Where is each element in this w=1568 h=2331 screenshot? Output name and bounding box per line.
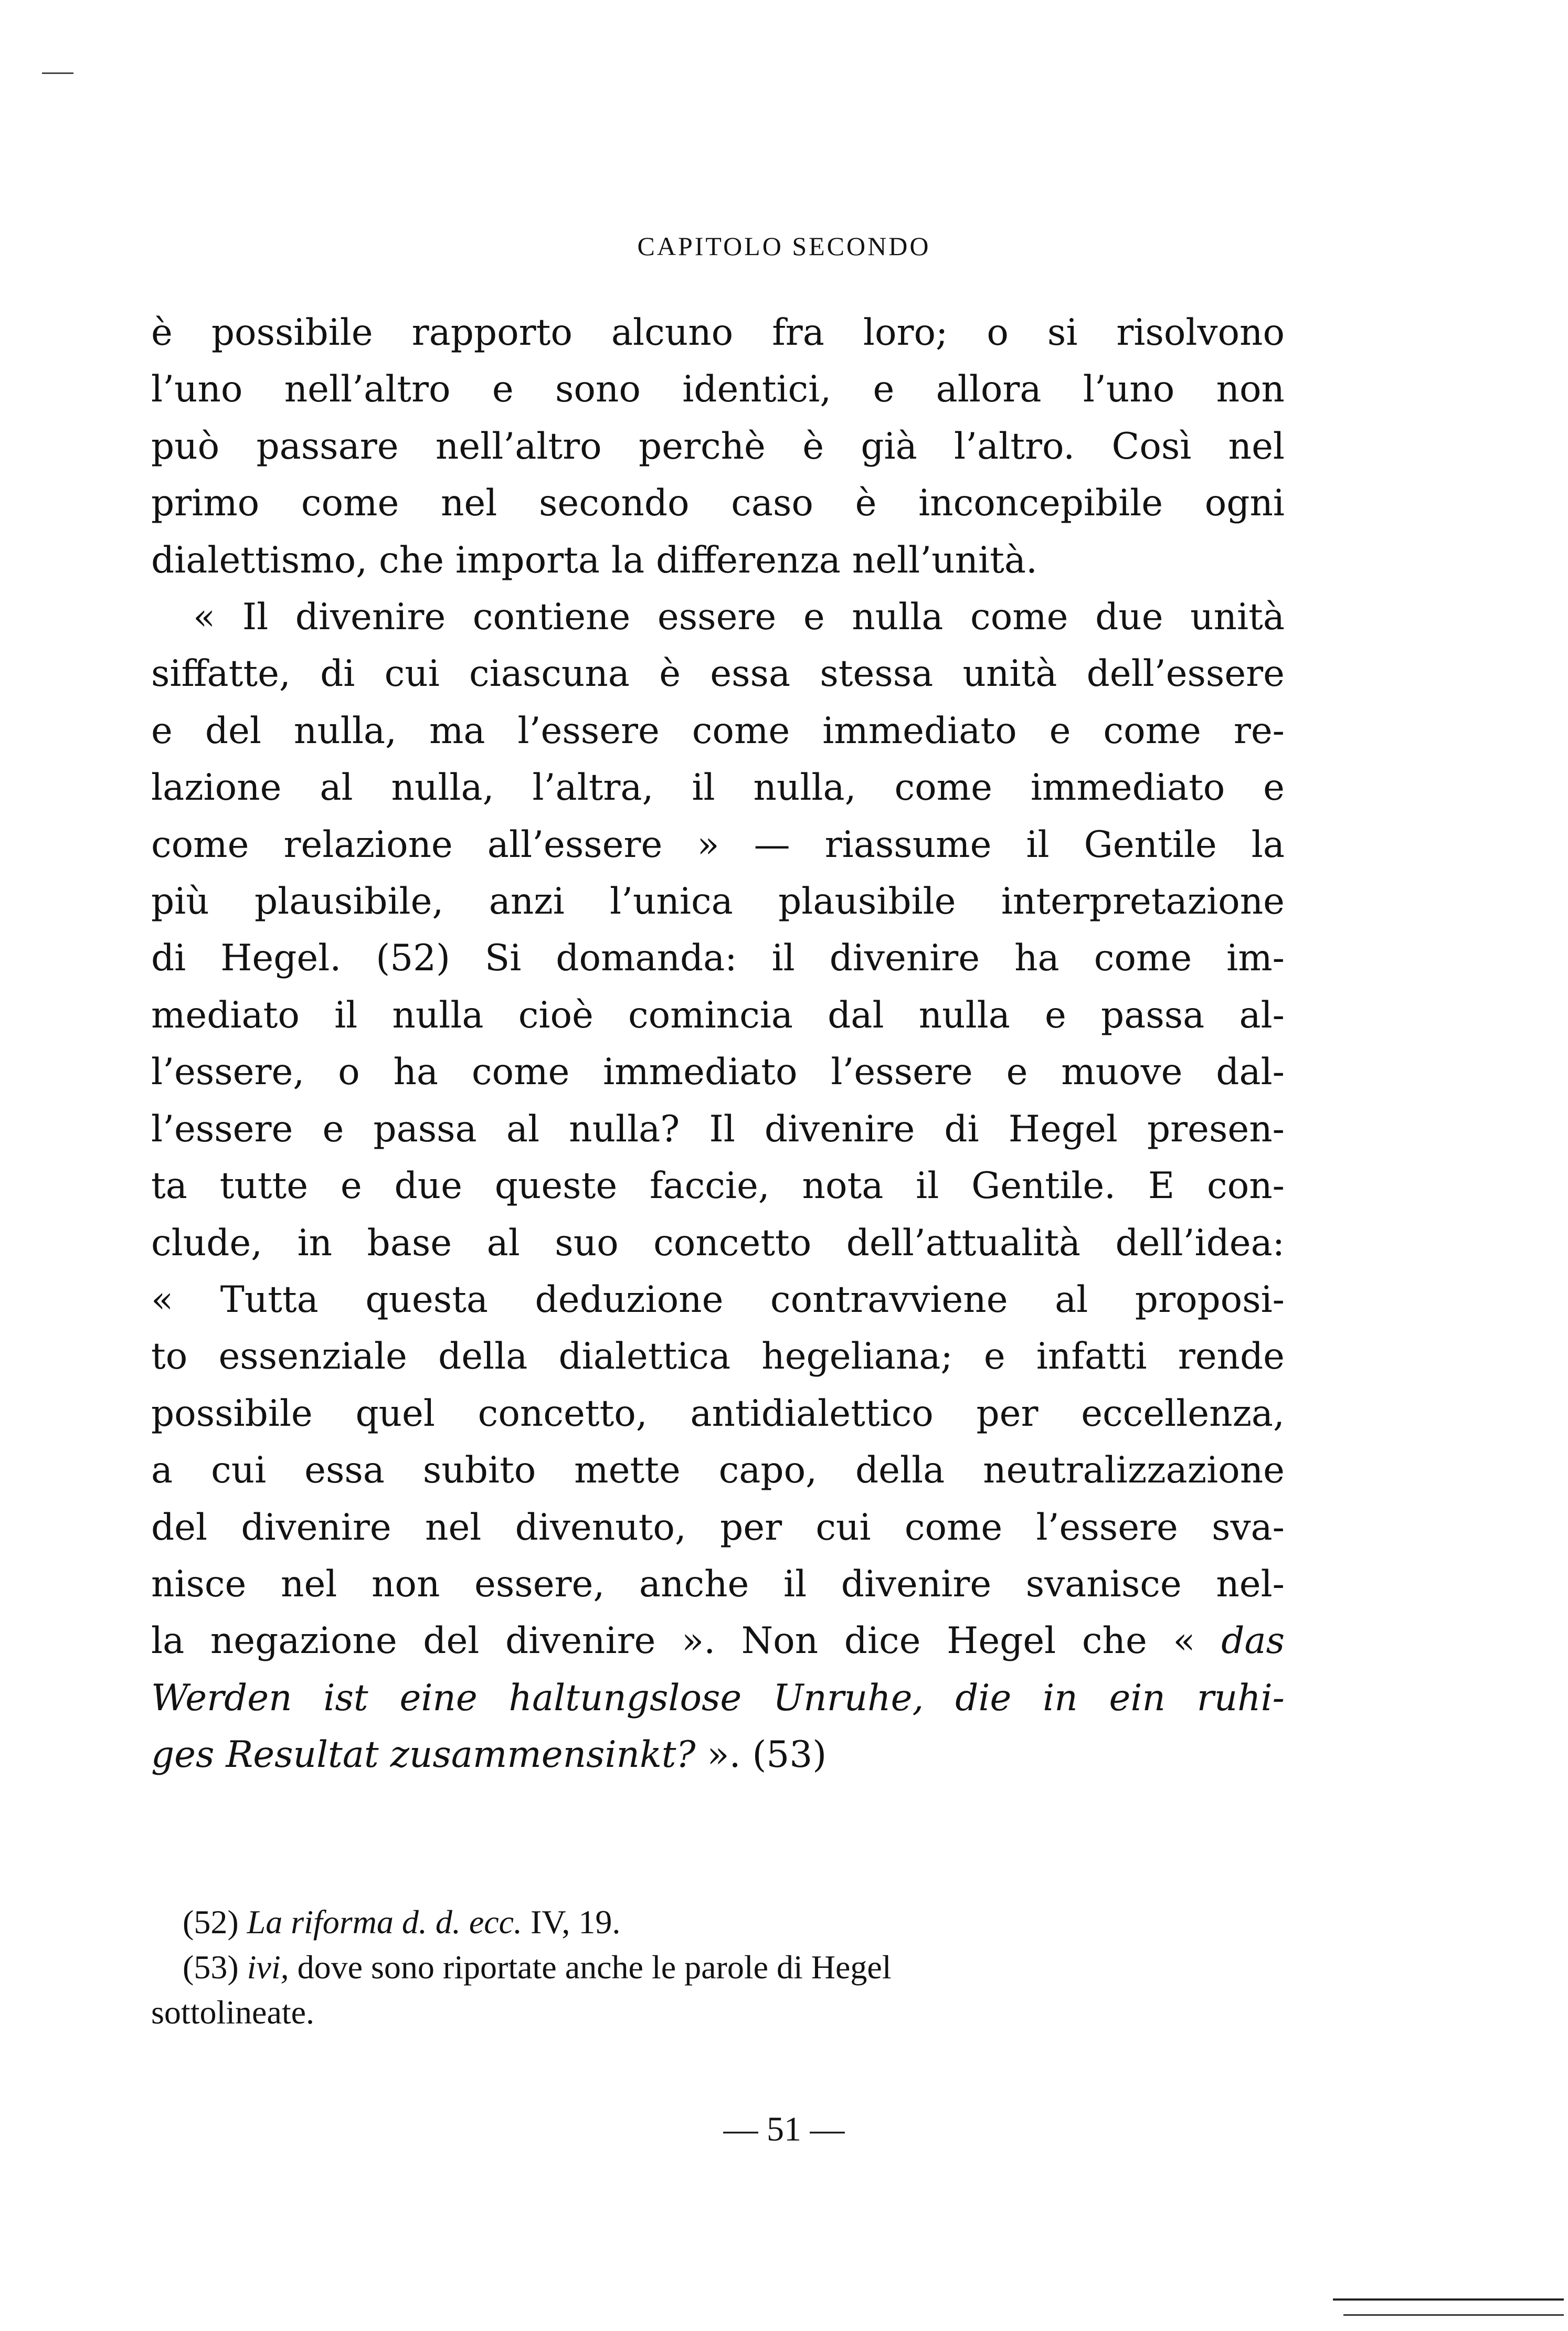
body-line bbox=[151, 930, 1285, 987]
footnote-line bbox=[151, 1990, 1285, 2035]
scan-mark-dash bbox=[42, 72, 73, 74]
body-line bbox=[151, 645, 1285, 702]
text-run: sottolineate. bbox=[151, 1994, 315, 2031]
body-line bbox=[151, 1613, 1285, 1669]
text-run: « Il divenire contiene essere e nulla come due unità bbox=[193, 596, 1285, 639]
body-line bbox=[151, 1442, 1285, 1499]
text-run: to essenziale della dialettica hegeliana; e infatti rende bbox=[151, 1336, 1285, 1378]
footnotes bbox=[151, 1900, 1285, 2035]
body-line bbox=[151, 1499, 1285, 1556]
text-run: siffatte, di cui ciascuna è essa stessa unità dell’essere bbox=[151, 653, 1285, 695]
text-run: possibile quel concetto, antidialettico per eccellenza, bbox=[151, 1392, 1285, 1435]
italic-text: das bbox=[1221, 1620, 1285, 1662]
body-line bbox=[151, 475, 1285, 532]
text-run: (53) bbox=[183, 1948, 247, 1986]
text-run: IV, 19. bbox=[522, 1903, 621, 1941]
body-line bbox=[151, 987, 1285, 1044]
text-run: nisce nel non essere, anche il divenire svanisce nel- bbox=[151, 1563, 1285, 1605]
text-run: dialettismo, che importa la differenza nell’unità. bbox=[151, 539, 1037, 581]
page-number: — 51 — bbox=[723, 2110, 845, 2148]
text-run: del divenire nel divenuto, per cui come l’essere sva- bbox=[151, 1506, 1285, 1549]
body-line bbox=[151, 1670, 1285, 1726]
text-run: l’essere e passa al nulla? Il divenire di Hegel presen- bbox=[151, 1108, 1285, 1150]
body-line bbox=[151, 1215, 1285, 1272]
body-line bbox=[151, 817, 1285, 873]
text-run: di Hegel. (52) Si domanda: il divenire ha come im- bbox=[151, 937, 1285, 980]
text-run: ». (53) bbox=[695, 1734, 827, 1776]
text-run: e del nulla, ma l’essere come immediato e come re- bbox=[151, 709, 1285, 752]
text-run: « Tutta questa deduzione contravviene al proposi- bbox=[151, 1278, 1285, 1321]
body-line bbox=[151, 1101, 1285, 1158]
body-line bbox=[151, 1726, 1285, 1783]
text-run: a cui essa subito mette capo, della neutralizzazione bbox=[151, 1449, 1285, 1492]
body-line bbox=[151, 1158, 1285, 1214]
body-line bbox=[151, 361, 1285, 418]
scan-mark-rule bbox=[1343, 2314, 1564, 2316]
text-run: più plausibile, anzi l’unica plausibile interpretazione bbox=[151, 881, 1285, 923]
body-line bbox=[151, 1044, 1285, 1100]
italic-text: La riforma d. d. ecc. bbox=[247, 1903, 523, 1941]
body-line bbox=[151, 873, 1285, 930]
text-run: ta tutte e due queste faccie, nota il Gentile. E con- bbox=[151, 1165, 1285, 1207]
body-line bbox=[151, 1556, 1285, 1613]
body-line bbox=[151, 532, 1285, 589]
italic-text: Werden ist eine haltungslose Unruhe, die in ein ruhi- bbox=[151, 1677, 1285, 1719]
body-line bbox=[151, 1385, 1285, 1442]
body-line bbox=[151, 759, 1285, 816]
text-run: primo come nel secondo caso è inconcepibile ogni bbox=[151, 482, 1285, 525]
text-run: lazione al nulla, l’altra, il nulla, come immediato e bbox=[151, 767, 1285, 809]
italic-text: ivi, bbox=[247, 1948, 289, 1986]
text-run: dove sono riportate anche le parole di Hegel bbox=[289, 1948, 892, 1986]
body-line bbox=[151, 703, 1285, 759]
body-line bbox=[151, 1272, 1285, 1328]
text-run: può passare nell’altro perchè è già l’altro. Così nel bbox=[151, 425, 1285, 468]
text-run: l’uno nell’altro e sono identici, e allora l’uno non bbox=[151, 368, 1285, 411]
text-run: la negazione del divenire ». Non dice Hegel che « bbox=[151, 1620, 1222, 1662]
footnote-line bbox=[151, 1900, 1285, 1945]
text-run: clude, in base al suo concetto dell’attualità dell’idea: bbox=[151, 1222, 1285, 1264]
text-run: l’essere, o ha come immediato l’essere e muove dal- bbox=[151, 1051, 1285, 1094]
italic-text: ges Resultat zusammensinkt? bbox=[151, 1734, 696, 1776]
running-head: CAPITOLO SECONDO bbox=[637, 231, 931, 261]
text-run: (52) bbox=[183, 1903, 247, 1941]
text-run: come relazione all’essere » — riassume il Gentile la bbox=[151, 823, 1285, 866]
body-line bbox=[151, 589, 1285, 645]
text-run: mediato il nulla cioè comincia dal nulla e passa al- bbox=[151, 994, 1285, 1036]
body-text bbox=[151, 304, 1285, 1784]
footnote-line bbox=[151, 1945, 1285, 1990]
body-line bbox=[151, 304, 1285, 361]
body-line bbox=[151, 418, 1285, 475]
text-run: è possibile rapporto alcuno fra loro; o si risolvono bbox=[151, 312, 1285, 354]
scan-mark-rule bbox=[1333, 2298, 1564, 2301]
body-line bbox=[151, 1328, 1285, 1385]
